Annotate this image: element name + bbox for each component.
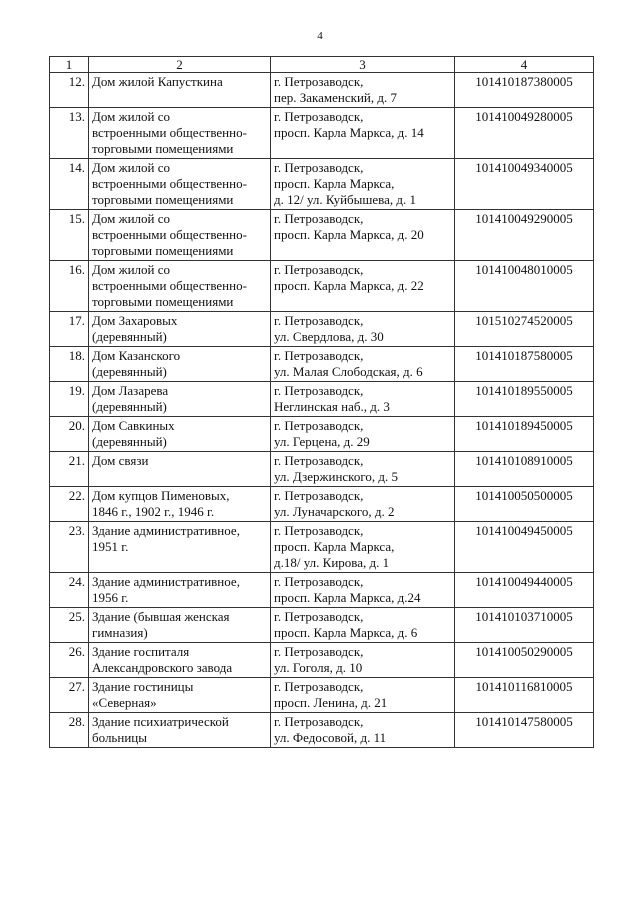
registry-code: 101410189550005 xyxy=(455,382,594,417)
object-name-text: Дом жилой со встроенными общественно- торговыми помещениями xyxy=(92,262,247,309)
object-name xyxy=(89,573,271,608)
object-name-text: Дом Лазарева (деревянный) xyxy=(92,383,169,414)
object-name-text: Дом жилой со встроенными общественно- торговыми помещениями xyxy=(92,109,247,156)
object-address xyxy=(271,643,455,678)
object-address-text: г. Петрозаводск, пер. Закаменский, д. 7 xyxy=(274,74,397,105)
object-name-text: Здание административное, 1956 г. xyxy=(92,574,240,605)
table-row xyxy=(50,678,594,713)
object-address xyxy=(271,417,455,452)
object-name-text: Здание психиатрической больницы xyxy=(92,714,229,745)
object-name xyxy=(89,382,271,417)
registry-code: 101410103710005 xyxy=(455,608,594,643)
row-number: 14. xyxy=(50,159,89,210)
object-name xyxy=(89,643,271,678)
row-number: 24. xyxy=(50,573,89,608)
registry-code: 101410189450005 xyxy=(455,417,594,452)
object-address xyxy=(271,487,455,522)
object-name xyxy=(89,261,271,312)
row-number: 13. xyxy=(50,108,89,159)
row-number: 23. xyxy=(50,522,89,573)
object-name-text: Дом Казанского (деревянный) xyxy=(92,348,181,379)
row-number: 19. xyxy=(50,382,89,417)
table-row xyxy=(50,417,594,452)
object-address xyxy=(271,347,455,382)
table-row xyxy=(50,382,594,417)
object-name xyxy=(89,159,271,210)
object-address xyxy=(271,159,455,210)
object-name xyxy=(89,452,271,487)
table-row xyxy=(50,210,594,261)
row-number: 25. xyxy=(50,608,89,643)
object-name xyxy=(89,73,271,108)
object-address xyxy=(271,312,455,347)
table-row xyxy=(50,312,594,347)
object-address xyxy=(271,713,455,748)
registry-code: 101410049340005 xyxy=(455,159,594,210)
row-number: 28. xyxy=(50,713,89,748)
object-name xyxy=(89,678,271,713)
header-row xyxy=(50,57,594,73)
registry-code: 101410147580005 xyxy=(455,713,594,748)
registry-code: 101410048010005 xyxy=(455,261,594,312)
object-address-text: г. Петрозаводск, просп. Карла Маркса, д. 6 xyxy=(274,609,418,640)
object-address xyxy=(271,522,455,573)
registry-code: 101410116810005 xyxy=(455,678,594,713)
object-address-text: г. Петрозаводск, просп. Карла Маркса, д. 20 xyxy=(274,211,424,242)
object-address-text: г. Петрозаводск, Неглинская наб., д. 3 xyxy=(274,383,390,414)
row-number: 20. xyxy=(50,417,89,452)
object-address-text: г. Петрозаводск, просп. Ленина, д. 21 xyxy=(274,679,388,710)
object-address-text: г. Петрозаводск, просп. Карла Маркса, д.24 xyxy=(274,574,421,605)
object-name-text: Здание административное, 1951 г. xyxy=(92,523,240,554)
object-address xyxy=(271,210,455,261)
object-address xyxy=(271,678,455,713)
table-row xyxy=(50,573,594,608)
object-address xyxy=(271,608,455,643)
registry-code: 101410049290005 xyxy=(455,210,594,261)
registry-code: 101410049440005 xyxy=(455,573,594,608)
object-address-text: г. Петрозаводск, просп. Карла Маркса, д. 14 xyxy=(274,109,424,140)
object-address-text: г. Петрозаводск, ул. Гоголя, д. 10 xyxy=(274,644,364,675)
object-name xyxy=(89,347,271,382)
table-row xyxy=(50,108,594,159)
registry-code: 101510274520005 xyxy=(455,312,594,347)
row-number: 21. xyxy=(50,452,89,487)
row-number: 16. xyxy=(50,261,89,312)
header-col-2: 2 xyxy=(89,57,271,73)
table-row xyxy=(50,452,594,487)
page-number: 4 xyxy=(317,30,323,42)
registry-code: 101410187380005 xyxy=(455,73,594,108)
object-address-text: г. Петрозаводск, ул. Луначарского, д. 2 xyxy=(274,488,395,519)
object-name-text: Дом жилой со встроенными общественно- торговыми помещениями xyxy=(92,211,247,258)
header-col-4: 4 xyxy=(455,57,594,73)
row-number: 17. xyxy=(50,312,89,347)
registry-code: 101410050500005 xyxy=(455,487,594,522)
header-col-3: 3 xyxy=(271,57,455,73)
object-name xyxy=(89,487,271,522)
object-address-text: г. Петрозаводск, просп. Карла Маркса, д.18/ ул. Кирова, д. 1 xyxy=(274,523,395,570)
object-name-text: Дом купцов Пименовых, 1846 г., 1902 г., 1946 г. xyxy=(92,488,230,519)
object-name-text: Дом связи xyxy=(92,453,149,468)
object-name-text: Дом Захаровых (деревянный) xyxy=(92,313,178,344)
object-name xyxy=(89,210,271,261)
object-name-text: Здание (бывшая женская гимназия) xyxy=(92,609,230,640)
object-name-text: Дом жилой Капусткина xyxy=(92,74,223,89)
object-name-text: Дом жилой со встроенными общественно- торговыми помещениями xyxy=(92,160,247,207)
table-row xyxy=(50,159,594,210)
row-number: 27. xyxy=(50,678,89,713)
object-address-text: г. Петрозаводск, ул. Малая Слободская, д. 6 xyxy=(274,348,423,379)
table-row xyxy=(50,713,594,748)
row-number: 26. xyxy=(50,643,89,678)
row-number: 15. xyxy=(50,210,89,261)
registry-code: 101410108910005 xyxy=(455,452,594,487)
object-name xyxy=(89,108,271,159)
object-address xyxy=(271,261,455,312)
row-number: 12. xyxy=(50,73,89,108)
object-name-text: Здание госпиталя Александровского завода xyxy=(92,644,233,675)
header-col-1: 1 xyxy=(50,57,89,73)
registry-code: 101410049280005 xyxy=(455,108,594,159)
table-row xyxy=(50,73,594,108)
table-row xyxy=(50,487,594,522)
registry-table xyxy=(49,56,594,748)
table-row xyxy=(50,643,594,678)
object-name-text: Здание гостиницы «Северная» xyxy=(92,679,194,710)
object-name xyxy=(89,312,271,347)
table-row xyxy=(50,522,594,573)
object-address xyxy=(271,73,455,108)
registry-code: 101410050290005 xyxy=(455,643,594,678)
object-name-text: Дом Савкиных (деревянный) xyxy=(92,418,175,449)
table-row xyxy=(50,347,594,382)
table-row xyxy=(50,608,594,643)
object-address-text: г. Петрозаводск, просп. Карла Маркса, д. 22 xyxy=(274,262,424,293)
object-address xyxy=(271,382,455,417)
registry-code: 101410049450005 xyxy=(455,522,594,573)
object-name xyxy=(89,417,271,452)
object-address xyxy=(271,452,455,487)
object-address-text: г. Петрозаводск, ул. Дзержинского, д. 5 xyxy=(274,453,398,484)
registry-code: 101410187580005 xyxy=(455,347,594,382)
object-name xyxy=(89,522,271,573)
object-address xyxy=(271,573,455,608)
row-number: 18. xyxy=(50,347,89,382)
object-address-text: г. Петрозаводск, просп. Карла Маркса, д. 12/ ул. Куйбышева, д. 1 xyxy=(274,160,417,207)
object-address-text: г. Петрозаводск, ул. Федосовой, д. 11 xyxy=(274,714,387,745)
object-address xyxy=(271,108,455,159)
object-name xyxy=(89,713,271,748)
table-row xyxy=(50,261,594,312)
object-name xyxy=(89,608,271,643)
row-number: 22. xyxy=(50,487,89,522)
object-address-text: г. Петрозаводск, ул. Свердлова, д. 30 xyxy=(274,313,384,344)
object-address-text: г. Петрозаводск, ул. Герцена, д. 29 xyxy=(274,418,370,449)
